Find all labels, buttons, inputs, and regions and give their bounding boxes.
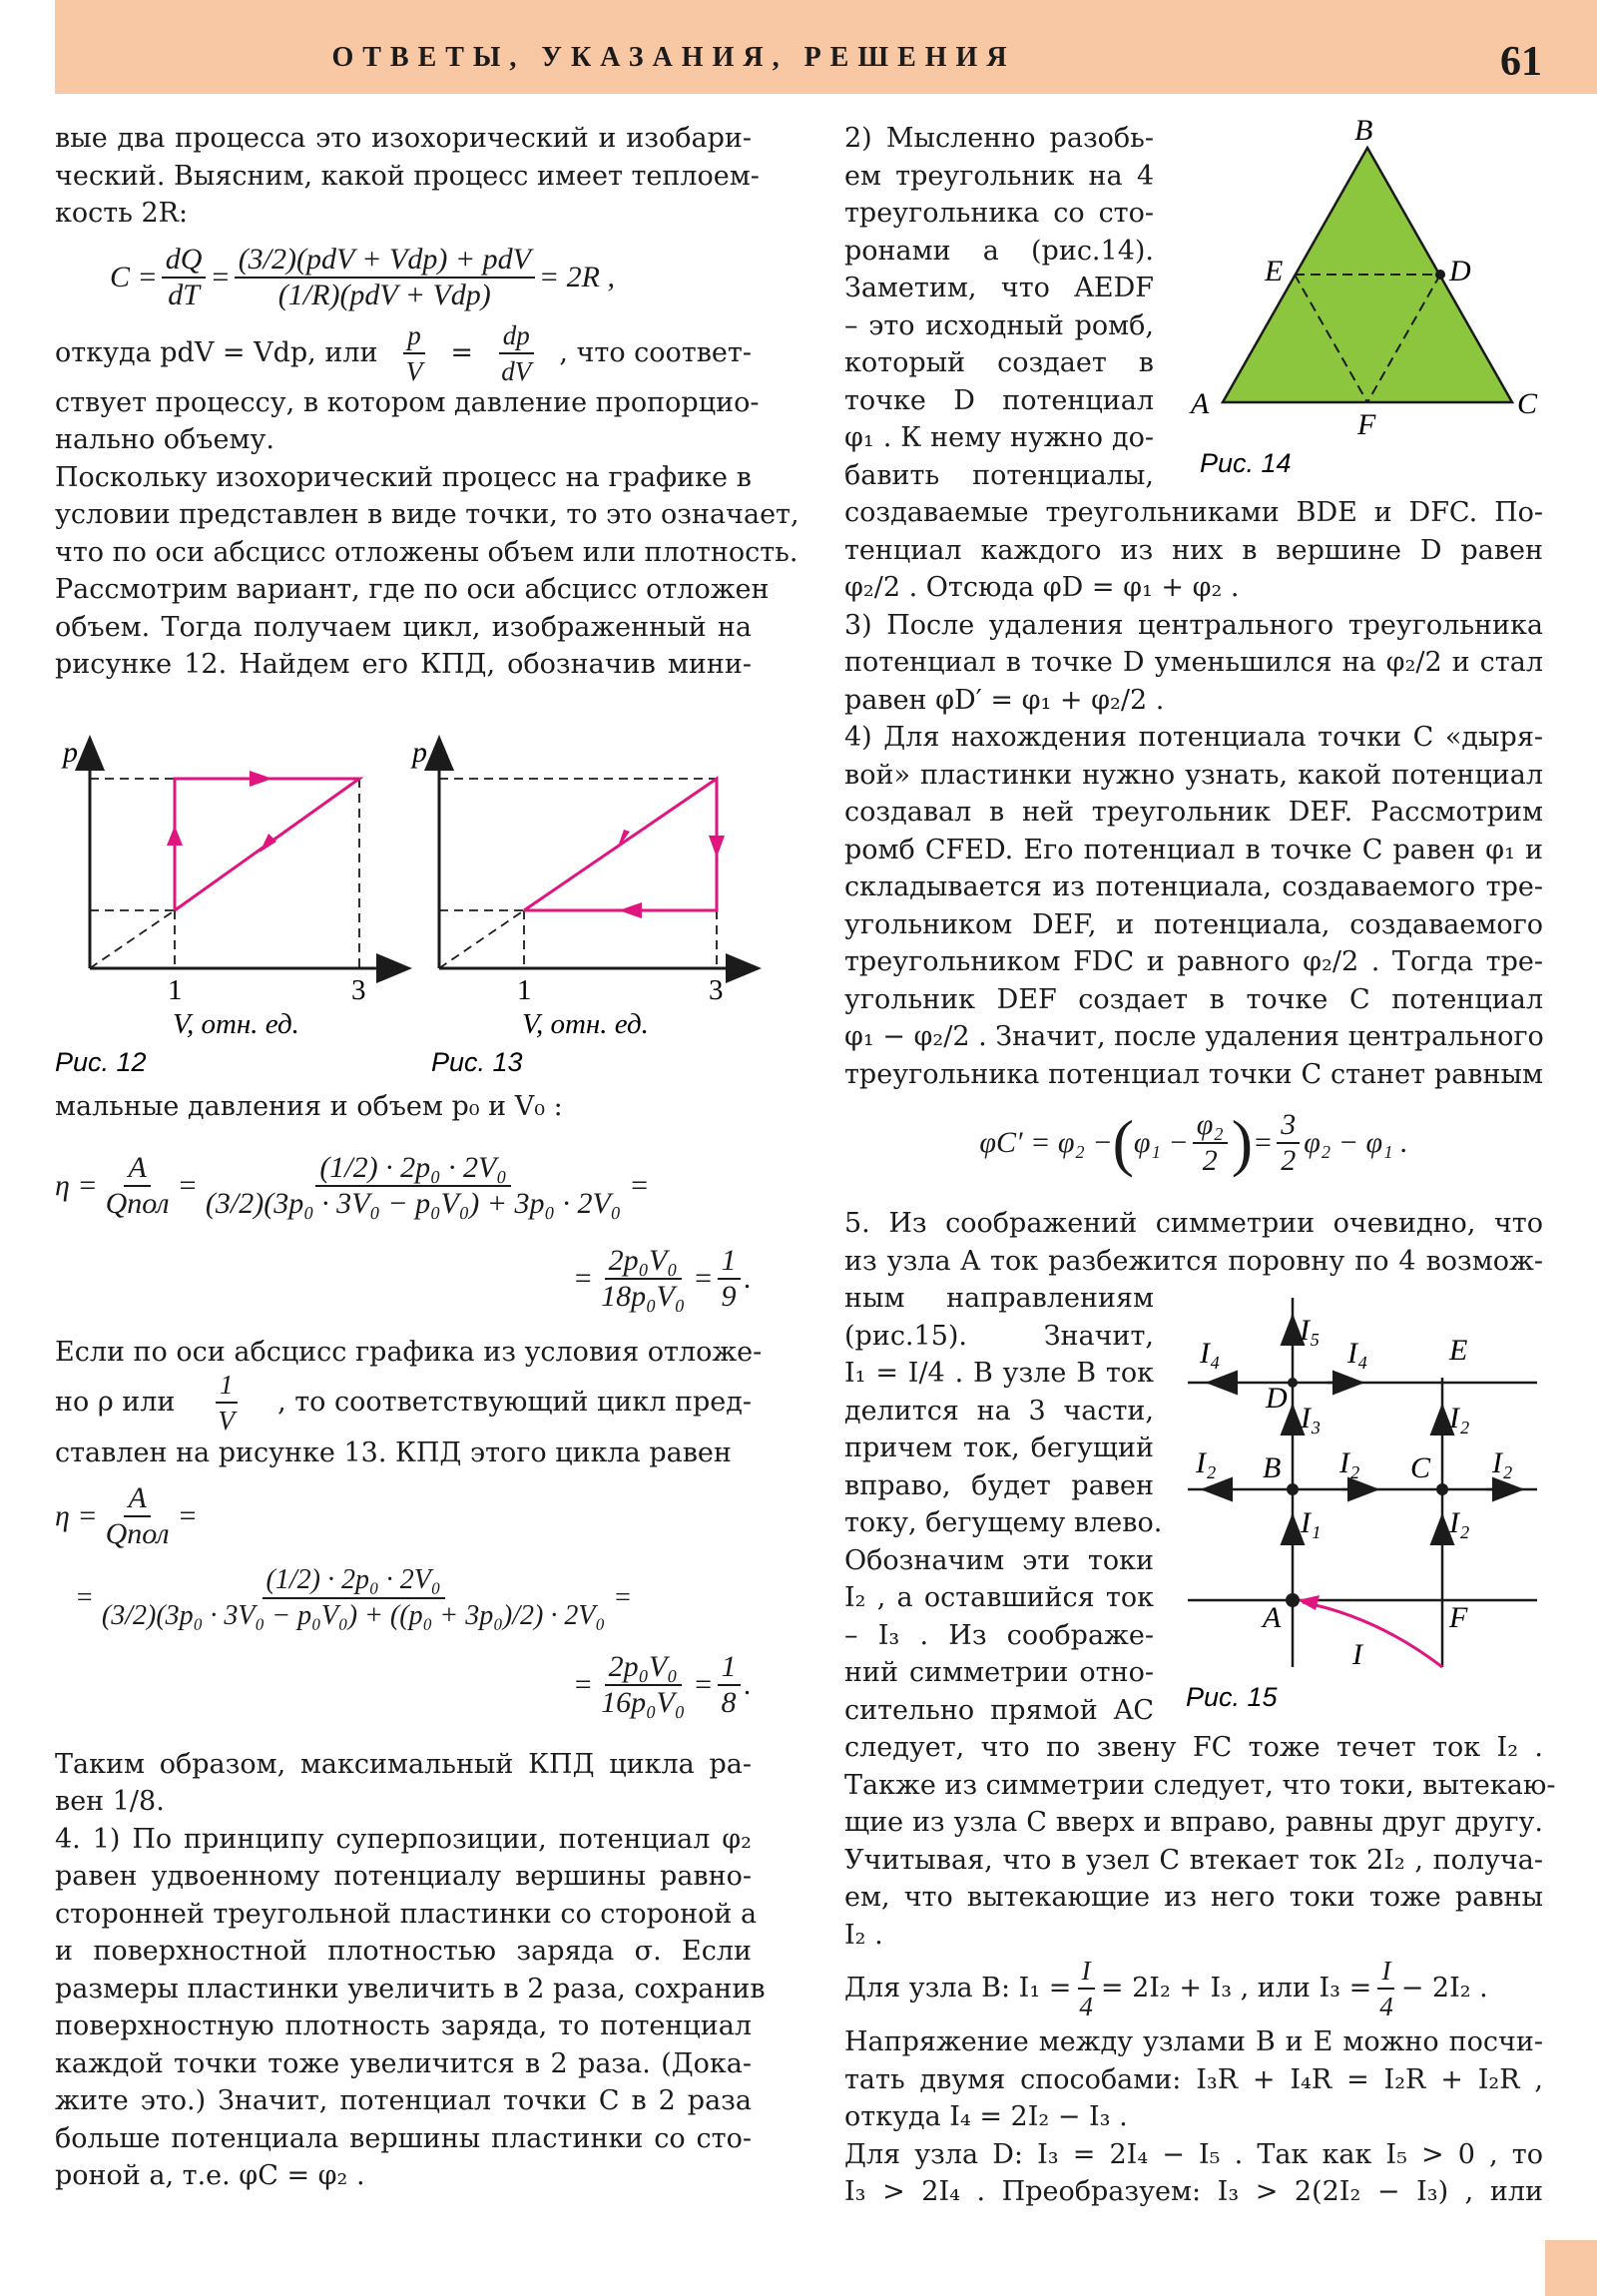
equation-potential-c (844, 1093, 1543, 1193)
text-line: и поверхностной плотностью заряда σ. Если (55, 1936, 752, 1967)
label-i1: I₁ (1301, 1506, 1322, 1539)
text-line: нально объему. (55, 424, 274, 455)
label-a: A (1263, 1601, 1282, 1634)
numerator: I (1078, 1954, 1095, 1990)
eq-sign: = (1253, 1126, 1274, 1160)
text-line: каждой точки тоже увеличится в 2 раза. (Дока- (55, 2047, 752, 2079)
text-line: больше потенциала вершины пластинки со сто- (55, 2122, 752, 2154)
label-i3: I₃ (1301, 1402, 1322, 1435)
eq-sign: . (744, 1261, 752, 1295)
text-line: току, бегущему влево. (844, 1507, 1163, 1538)
left-column-lower (55, 1088, 766, 2195)
numerator: p (403, 318, 425, 354)
numerator: φ₂ (1193, 1108, 1228, 1144)
denominator: 9 (721, 1279, 737, 1313)
numerator: (3/2)(pdV + Vdp) + pdV (235, 243, 535, 279)
text-part: = 2I₂ + I₃ , или I₃ = (1100, 1973, 1372, 2005)
fraction (102, 1151, 174, 1221)
text-line: Для узла D: I₃ = 2I₄ − I₅ . Так как I₅ > 0 , то (844, 2138, 1543, 2170)
text-line: Учитывая, что в узел C втекает ток 2I₂ , получа- (844, 1844, 1543, 1876)
label-b: B (1354, 118, 1373, 147)
numerator: 1 (718, 1244, 741, 1280)
equation-efficiency-13-result (55, 1642, 752, 1728)
fraction (162, 243, 207, 312)
text-line: равен φD′ = φ₁ + φ₂/2 . (844, 684, 1165, 716)
text-line: 5. Из соображений симметрии очевидно, что (844, 1208, 1543, 1239)
text-line: I₂ . (844, 1919, 883, 1951)
text-line: тенциал каждого из них в вершине D равен (844, 534, 1543, 566)
denominator: 4 (1379, 1992, 1393, 2021)
fraction (597, 1650, 689, 1720)
fraction (215, 1368, 240, 1437)
equation-heat-capacity (55, 233, 752, 322)
denominator: (3/2)(3p₀ · 3V₀ − p₀V₀) + 3p₀ · 2V₀ (205, 1186, 622, 1220)
text-line: 3) После удаления центрального треугольника (844, 609, 1543, 641)
fraction (102, 1481, 174, 1551)
label-i2-top: I₂ (1449, 1402, 1470, 1435)
label-f: F (1357, 408, 1376, 441)
equation-efficiency-12-result (55, 1236, 752, 1322)
label-d: D (1449, 255, 1471, 287)
text-line: треугольником FDC и равного φ₂/2 . Тогда тре- (844, 946, 1543, 977)
eq-lhs: C = (110, 260, 158, 293)
text-line: Также из симметрии следует, что токи, вытекаю- (844, 1769, 1556, 1801)
paren: ) (1231, 1107, 1254, 1178)
text-line: I₂ , а оставшийся ток (844, 1582, 1154, 1613)
text-line: треугольника со сто- (844, 198, 1154, 229)
eq-sign: = (629, 1168, 650, 1202)
current-i-path (1303, 1602, 1442, 1667)
fraction (1075, 1954, 1097, 2023)
numerator: dQ (162, 243, 207, 279)
text-part: но ρ или (55, 1387, 176, 1419)
equation-efficiency-13-body (55, 1554, 752, 1642)
denominator: (1/R)(pdV + Vdp) (277, 278, 491, 311)
label-i2-left: I₂ (1196, 1446, 1217, 1479)
text-line: Заметим, что AEDF (844, 273, 1154, 303)
text-line: жите это.) Значит, потенциал точки C в 2 раза (55, 2085, 752, 2116)
text-line: роной a, т.е. φC = φ₂ . (55, 2160, 365, 2191)
page-header (55, 0, 1597, 94)
numerator: (1/2) · 2p₀ · 2V₀ (315, 1151, 511, 1187)
denominator: 2 (1202, 1144, 1218, 1177)
eq-lhs: φC′ = φ₂ − (979, 1126, 1113, 1160)
equation-efficiency-13 (55, 1478, 752, 1554)
text-line: φ₁ . К нему нужно до- (844, 422, 1154, 453)
text-part: , что соответ- (559, 336, 752, 368)
figure-15 (1178, 1288, 1537, 1727)
paren: ( (1112, 1107, 1134, 1178)
label-b: B (1263, 1451, 1282, 1484)
text-line: делится на 3 части, (844, 1395, 1154, 1427)
numerator: 3 (1277, 1108, 1300, 1144)
denominator: (3/2)(3p₀ · 3V₀ − p₀V₀) + ((p₀ + 3p₀)/2) · 2V₀ (101, 1599, 606, 1631)
eq-sign: = (210, 260, 231, 293)
text-line: 4. 1) По принципу суперпозиции, потенциал φ₂ (55, 1823, 752, 1855)
label-i4-right: I₄ (1347, 1337, 1368, 1370)
caption: Рис. 13 (431, 1047, 523, 1077)
eq-sign: = (693, 1261, 714, 1295)
label-e: E (1449, 1334, 1468, 1367)
fraction (718, 1650, 741, 1720)
caption: Рис. 15 (1186, 1682, 1278, 1712)
numerator: dp (499, 318, 534, 354)
header-title: ОТВЕТЫ, УКАЗАНИЯ, РЕШЕНИЯ (331, 42, 1016, 73)
tick-1: 1 (168, 974, 183, 1006)
eq-lhs: η = (55, 1168, 98, 1202)
denominator: V (405, 355, 423, 386)
text-line: угольник DEF создает в точке C потенциал (844, 983, 1543, 1015)
text-line: 4) Для нахождения потенциала точки C «дыря- (844, 722, 1543, 753)
fraction (1277, 1108, 1300, 1178)
numerator: 2p₀V₀ (605, 1244, 682, 1280)
label-d: D (1266, 1382, 1288, 1415)
numerator: 2p₀V₀ (605, 1650, 682, 1686)
label-c: C (1410, 1451, 1431, 1484)
fraction (497, 318, 535, 388)
eq-sign: = (177, 1498, 198, 1532)
text-line: условии представлен в виде точки, то это означает, (55, 499, 799, 530)
text-line: – I₃ . Из соображе- (844, 1619, 1154, 1651)
figure-12 (55, 734, 414, 1078)
label-i2-mid: I₂ (1339, 1446, 1360, 1479)
text-line: складывается из потенциала, создаваемого тре- (844, 871, 1543, 902)
fraction (1193, 1108, 1228, 1178)
text-line: I₃ > 2I₄ . Преобразуем: I₃ > 2(2I₂ − I₃) , или (844, 2176, 1543, 2207)
text-line: ным направлениям (844, 1283, 1154, 1314)
label-i5: I₅ (1300, 1314, 1321, 1347)
equation-efficiency-12 (55, 1136, 752, 1236)
y-label: p (63, 736, 78, 769)
fraction (1375, 1954, 1397, 2023)
text-line: ческий. Выясним, какой процесс имеет теплоем- (55, 160, 760, 192)
text-line: из узла A ток разбежится поровну по 4 возмож- (844, 1245, 1543, 1277)
eq-part: φ₁ − (1133, 1126, 1189, 1160)
eq-sign: = (450, 336, 473, 368)
text-line: – это исходный ромб, (844, 309, 1154, 341)
label-a: A (1191, 387, 1210, 420)
text-line: размеры пластинки увеличить в 2 раза, сохранив (55, 1973, 766, 2005)
figure-13 (404, 734, 764, 1078)
fraction (235, 243, 535, 312)
caption: Рис. 12 (55, 1047, 147, 1077)
left-column (55, 120, 799, 684)
label-i2-lower: I₂ (1449, 1506, 1470, 1539)
text-line: Обозначим эти токи (844, 1544, 1154, 1576)
text-line (844, 1954, 1543, 2023)
corner-tab (1545, 2240, 1597, 2296)
text-line: сторонней треугольной пластинки со стороной a (55, 1898, 758, 1930)
text-line: рисунке 12. Найдем его КПД, обозначив мини- (55, 649, 752, 680)
fraction (98, 1563, 609, 1633)
text-part: Для узла B: I₁ = (844, 1973, 1072, 2005)
page-number: 61 (1500, 39, 1542, 85)
text-line: ронами a (рис.14). (844, 235, 1154, 267)
text-line: мальные давления и объем p₀ и V₀ : (55, 1091, 563, 1122)
text-line: что по оси абсцисс отложены объем или плотность. (55, 536, 798, 568)
text-line: Напряжение между узлами B и E можно посчи- (844, 2026, 1543, 2057)
eq-sign: = (177, 1168, 198, 1202)
text-line: сительно прямой AC (844, 1694, 1154, 1726)
denominator: 8 (721, 1685, 737, 1719)
denominator: dT (168, 278, 200, 311)
fraction (202, 1151, 625, 1221)
y-label: p (412, 736, 427, 769)
denominator: 2 (1281, 1144, 1297, 1177)
fraction (718, 1244, 741, 1314)
x-label: V, отн. ед. (173, 1008, 299, 1040)
fraction (597, 1244, 689, 1314)
text-line: щие из узла C вверх и вправо, равны друг другу. (844, 1807, 1543, 1838)
denominator: 18p₀V₀ (601, 1279, 686, 1313)
eq-sign: = (613, 1581, 633, 1613)
caption: Рис. 14 (1200, 448, 1292, 478)
text-line: равен удвоенному потенциалу вершины равно- (55, 1861, 752, 1892)
text-line (55, 1371, 752, 1435)
text-line: Рассмотрим вариант, где по оси абсцисс отложен (55, 574, 770, 605)
text-line: вправо, будет равен (844, 1469, 1154, 1501)
denominator: V (218, 1406, 235, 1435)
tick-1: 1 (517, 974, 532, 1006)
text-line: I₁ = I/4 . В узле B ток (844, 1358, 1154, 1389)
eq-rhs: φ₂ − φ₁ . (1304, 1126, 1408, 1160)
text-line: объем. Тогда получаем цикл, изображенный на (55, 611, 752, 643)
text-line: Таким образом, максимальный КПД цикла ра- (55, 1748, 752, 1780)
eq-rhs: = 2R , (538, 260, 615, 293)
numerator: A (124, 1151, 150, 1187)
numerator: 1 (216, 1368, 238, 1404)
tick-3: 3 (351, 974, 366, 1006)
denominator: 16p₀V₀ (601, 1685, 686, 1719)
text-line: треугольника потенциал точки C станет равным (844, 1058, 1543, 1090)
denominator: dV (501, 355, 532, 386)
node-d-dot (1435, 270, 1445, 280)
text-line: тать двумя способами: I₃R + I₄R = I₂R + I₂R , (844, 2063, 1543, 2095)
label-i: I (1352, 1638, 1362, 1671)
label-i2-right: I₂ (1492, 1446, 1513, 1479)
label-e: E (1265, 255, 1284, 287)
text-line: вой» пластинки нужно узнать, какой потенциал (844, 759, 1543, 791)
numerator: I (1377, 1954, 1394, 1990)
label-c: C (1517, 387, 1538, 420)
text-line: причем ток, бегущий (844, 1433, 1154, 1463)
label-i4-left: I₄ (1200, 1337, 1221, 1370)
text-line: ставлен на рисунке 13. КПД этого цикла равен (55, 1437, 732, 1468)
denominator: Qпол (105, 1186, 170, 1220)
eq-sign: = (75, 1581, 94, 1613)
fraction (402, 318, 427, 388)
text-line: точке D потенциал (844, 384, 1154, 416)
text-line: ем, что вытекающие из него токи тоже равны (844, 1882, 1543, 1913)
eq-sign: . (744, 1667, 752, 1701)
denominator: 4 (1079, 1992, 1093, 2021)
text-line: откуда I₄ = 2I₂ − I₃ . (844, 2101, 1128, 2132)
text-line: угольником DEF, и потенциала, создаваемого (844, 908, 1543, 940)
text-part: − 2I₂ . (1400, 1973, 1488, 2005)
text-line: Поскольку изохорический процесс на графике в (55, 461, 752, 493)
numerator: A (124, 1481, 150, 1517)
tick-3: 3 (709, 974, 724, 1006)
text-line: ний симметрии отно- (844, 1657, 1154, 1688)
numerator: (1/2) · 2p₀ · 2V₀ (263, 1563, 445, 1599)
numerator: 1 (718, 1650, 741, 1686)
text-line: создаваемые треугольниками BDE и DFC. По- (844, 497, 1543, 528)
eq-sign: = (693, 1667, 714, 1701)
text-line: кость 2R: (55, 198, 189, 229)
figure-14 (1173, 118, 1567, 492)
text-line: ствует процессу, в котором давление пропорцио- (55, 386, 760, 418)
text-line: который создает в (844, 347, 1154, 378)
text-line: создавал в ней треугольник DEF. Рассмотрим (844, 797, 1543, 828)
eq-sign: = (572, 1667, 594, 1701)
text-line: (рис.15). Значит, (844, 1320, 1154, 1352)
text-part: , то соответствующий цикл пред- (277, 1387, 752, 1419)
text-line: φ₂/2 . Отсюда φD = φ₁ + φ₂ . (844, 572, 1240, 603)
text-part: откуда pdV = Vdp, или (55, 336, 378, 368)
text-line: бавить потенциалы, (844, 459, 1154, 491)
text-line: ем треугольник на 4 (844, 160, 1154, 192)
eq-lhs: η = (55, 1498, 98, 1532)
text-line: следует, что по звену FC тоже течет ток I₂ . (844, 1732, 1543, 1763)
text-line: потенциал в точке D уменьшился на φ₂/2 и стал (844, 647, 1543, 678)
text-line: 2) Мысленно разобь- (844, 123, 1154, 154)
text-line: φ₁ − φ₂/2 . Значит, после удаления центрального (844, 1021, 1544, 1052)
label-f: F (1449, 1601, 1468, 1634)
text-line: Если по оси абсцисс графика из условия отложе- (55, 1336, 763, 1368)
text-line: вые два процесса это изохорический и изобари- (55, 123, 752, 154)
eq-sign: = (572, 1261, 594, 1295)
text-line: вен 1/8. (55, 1786, 165, 1817)
text-line: ромб CFED. Его потенциал в точке C равен φ₁ и (844, 834, 1543, 865)
x-label: V, отн. ед. (522, 1008, 649, 1040)
denominator: Qпол (105, 1516, 170, 1550)
text-line (55, 319, 752, 386)
text-line: поверхностную плотность заряда, то потенциал (55, 2010, 752, 2041)
